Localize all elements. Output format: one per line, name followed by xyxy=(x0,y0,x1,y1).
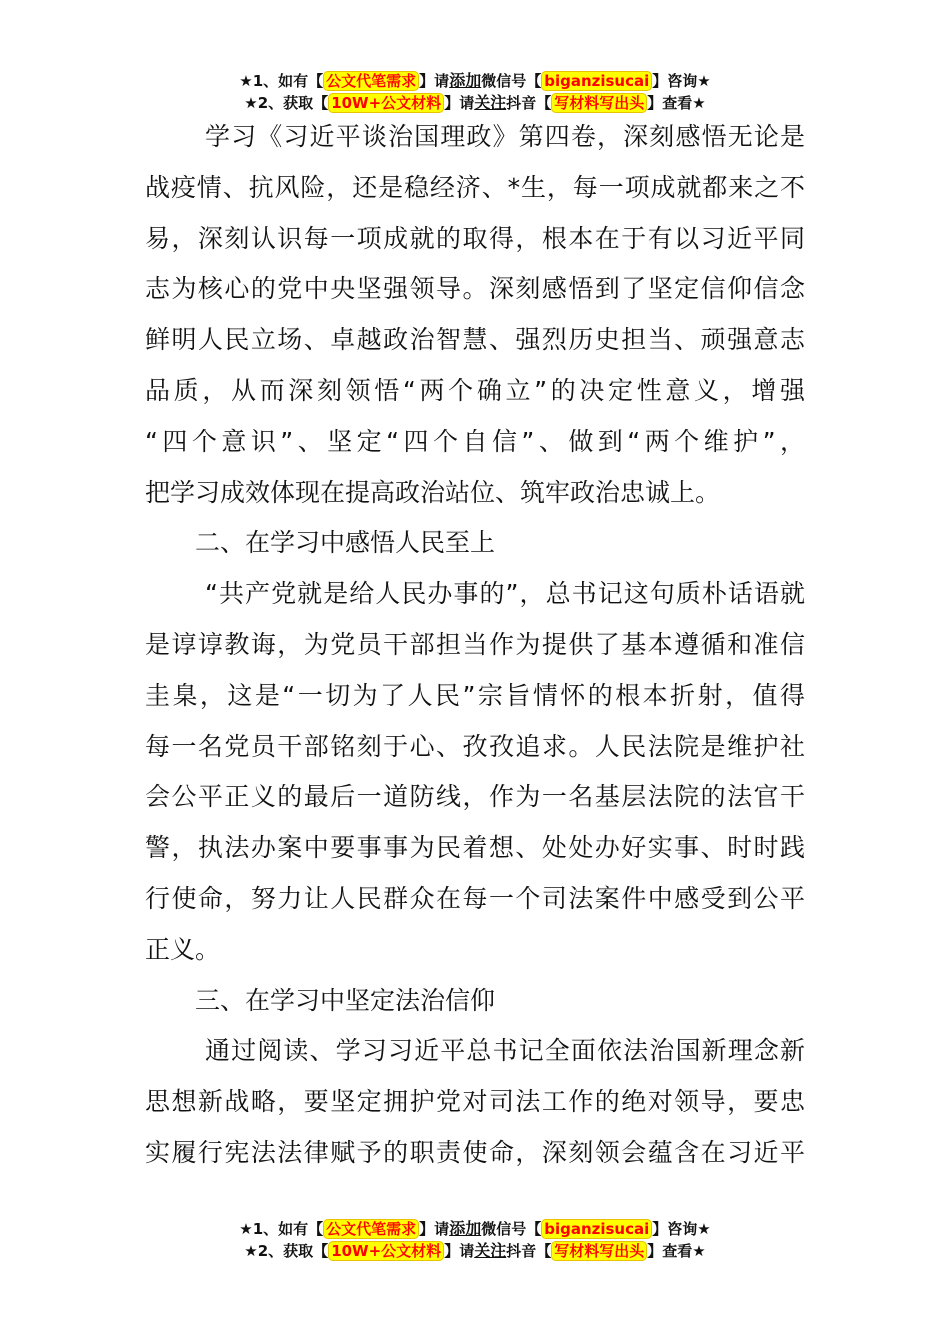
highlight-wechat-id: biganzisucai xyxy=(541,1219,652,1239)
text-line: 圭臬，这是“一切为了人民”宗旨情怀的根本折射，值得 xyxy=(145,680,805,710)
star-icon: ★ xyxy=(239,72,253,90)
text-line: 思想新战略，要坚定拥护党对司法工作的绝对领导，要忠 xyxy=(145,1087,805,1117)
text-line: 战疫情、抗风险，还是稳经济、*生，每一项成就都来之不 xyxy=(145,172,805,202)
text-line: 通过阅读、学习习近平总书记全面依法治国新理念新 xyxy=(205,1036,805,1066)
paragraph-2 xyxy=(145,569,805,975)
text-line: 是谆谆教诲，为党员干部担当作为提供了基本遵循和准信 xyxy=(145,629,805,659)
banner-line-2: ★2、获取【 10W+公文材料 】请关注抖音【 写材料写出头 】查看★ xyxy=(244,93,706,112)
banner-line-1: ★1、如有【 公文代笔需求 】请添加微信号【 biganzisucai 】咨询★ xyxy=(239,71,711,90)
star-icon: ★ xyxy=(244,1242,258,1260)
text-line: 学习《习近平谈治国理政》第四卷，深刻感悟无论是 xyxy=(205,122,805,151)
text-line: 易，深刻认识每一项成就的取得，根本在于有以习近平同 xyxy=(145,223,805,253)
text-line: 把学习成效体现在提高政治站位、筑牢政治忠诚上。 xyxy=(145,477,721,507)
bottom-ad-banner xyxy=(0,1218,950,1262)
text-line: 每一名党员干部铭刻于心、孜孜追求。人民法院是维护社 xyxy=(145,731,805,761)
text-line: “四个意识”、坚定“四个自信”、做到“两个维护”， xyxy=(145,426,805,456)
highlight-materials: 10W+公文材料 xyxy=(328,93,444,113)
text-line: 会公平正义的最后一道防线，作为一名基层法院的法官干 xyxy=(145,782,805,812)
banner-line-1: ★1、如有【 公文代笔需求 】请添加微信号【 biganzisucai 】咨询★ xyxy=(239,1219,711,1238)
highlight-materials: 10W+公文材料 xyxy=(328,1241,444,1261)
text-line: 行使命，努力让人民群众在每一个司法案件中感受到公平 xyxy=(145,883,805,913)
highlight-wechat-id: biganzisucai xyxy=(541,71,652,91)
banner-line-2: ★2、获取【 10W+公文材料 】请关注抖音【 写材料写出头 】查看★ xyxy=(244,1241,706,1260)
text-line: 正义。 xyxy=(145,934,221,964)
star-icon: ★ xyxy=(239,1220,253,1238)
text-line: 品质，从而深刻领悟“两个确立”的决定性意义，增强 xyxy=(145,375,805,405)
paragraph-1 xyxy=(145,112,805,518)
star-icon: ★ xyxy=(244,94,258,112)
highlight-service: 公文代笔需求 xyxy=(323,71,419,91)
text-line: “共产党就是给人民办事的”，总书记这句质朴话语就 xyxy=(205,579,805,609)
text-line: 警，执法办案中要事事为民着想、处处办好实事、时时践 xyxy=(145,833,805,863)
highlight-douyin-id: 写材料写出头 xyxy=(551,1241,647,1261)
top-ad-banner xyxy=(0,70,950,114)
highlight-douyin-id: 写材料写出头 xyxy=(551,93,647,113)
section-heading-2: 二、在学习中感悟人民至上 xyxy=(195,528,496,558)
text-line: 鲜明人民立场、卓越政治智慧、强烈历史担当、顽强意志 xyxy=(145,325,805,355)
section-heading-3: 三、在学习中坚定法治信仰 xyxy=(195,985,496,1015)
text-line: 实履行宪法法律赋予的职责使命，深刻领会蕴含在习近平 xyxy=(145,1137,805,1167)
text-line: 志为核心的党中央坚强领导。深刻感悟到了坚定信仰信念 xyxy=(145,274,805,304)
document-body xyxy=(145,112,805,1179)
highlight-service: 公文代笔需求 xyxy=(323,1219,419,1239)
paragraph-3 xyxy=(145,1026,805,1178)
